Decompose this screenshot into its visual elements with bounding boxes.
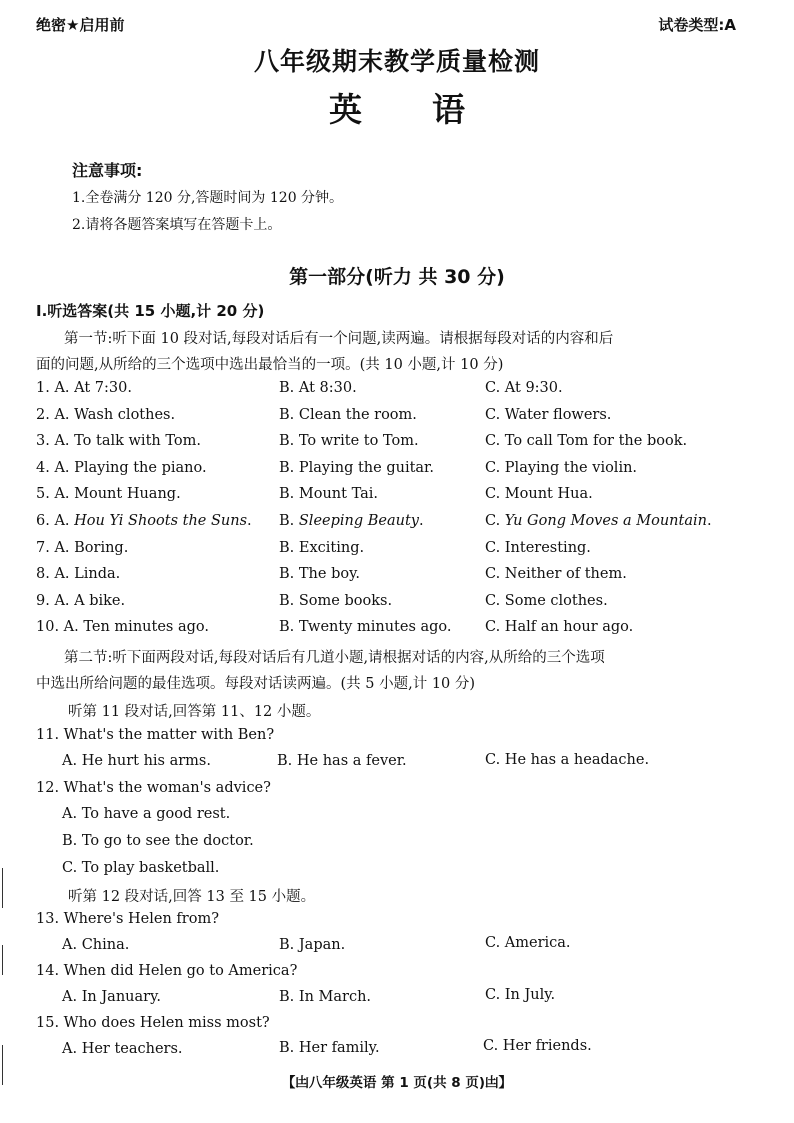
scan-edge-line xyxy=(2,1045,3,1085)
option-a: 1. A. At 7:30. xyxy=(36,380,132,396)
option-a: A. He hurt his arms. xyxy=(62,753,211,769)
option-b: B. Mount Tai. xyxy=(279,486,379,502)
option-c: C. To call Tom for the book. xyxy=(485,433,688,449)
subject-title: 英语 xyxy=(329,90,535,129)
option-b: B. The boy. xyxy=(279,566,360,582)
section-title: Ⅰ.听选答案(共 15 小题,计 20 分) xyxy=(36,302,265,320)
option-c: C. He has a headache. xyxy=(485,752,650,768)
option-b: B. Twenty minutes ago. xyxy=(279,619,452,635)
option-c: C. In July. xyxy=(485,987,556,1003)
option-b: B. Some books. xyxy=(279,593,393,609)
option-b: B. Exciting. xyxy=(279,540,365,556)
question-stem: 15. Who does Helen miss most? xyxy=(36,1015,270,1031)
notice-item: 1.全卷满分 120 分,答题时间为 120 分钟。 xyxy=(72,190,344,206)
option-a: 7. A. Boring. xyxy=(36,540,129,556)
option-a: A. China. xyxy=(62,937,130,953)
option-c: C. Some clothes. xyxy=(485,593,608,609)
section1-instruction: 第一节:听下面 10 段对话,每段对话后有一个问题,读两遍。请根据每段对话的内容和后 xyxy=(64,331,614,347)
option-b: B. Her family. xyxy=(279,1040,380,1056)
option-b: B. He has a fever. xyxy=(277,753,407,769)
option-a: 5. A. Mount Huang. xyxy=(36,486,181,502)
confidential-mark: 绝密★启用前 xyxy=(36,16,125,34)
option-b xyxy=(279,513,424,529)
story-title: Sleeping Beauty xyxy=(298,513,419,529)
option-c: C. To play basketball. xyxy=(62,860,220,876)
option-c: C. Neither of them. xyxy=(485,566,627,582)
question-stem: 12. What's the woman's advice? xyxy=(36,780,271,796)
option-a: 9. A. A bike. xyxy=(36,593,126,609)
option-prefix: C. xyxy=(485,513,505,529)
exam-title: 八年级期末教学质量检测 xyxy=(253,47,540,76)
paper-type: 试卷类型:A xyxy=(658,16,736,34)
section1-instruction-cont: 面的问题,从所给的三个选项中选出最恰当的一项。(共 10 小题,计 10 分) xyxy=(36,357,504,373)
scan-edge-line xyxy=(2,868,3,908)
story-title: Hou Yi Shoots the Suns xyxy=(74,513,248,529)
page-footer: 【凷八年级英语 第 1 页(共 8 页)凷】 xyxy=(281,1075,513,1091)
option-c: C. Water flowers. xyxy=(485,407,612,423)
option-a: 2. A. Wash clothes. xyxy=(36,407,176,423)
option-c: C. Half an hour ago. xyxy=(485,619,634,635)
option-suffix: . xyxy=(706,513,712,529)
option-suffix: . xyxy=(247,513,252,529)
option-c: C. Interesting. xyxy=(485,540,591,556)
option-c: C. At 9:30. xyxy=(485,380,563,396)
option-b: B. Japan. xyxy=(279,937,346,953)
question-stem: 11. What's the matter with Ben? xyxy=(36,727,275,743)
option-b: B. Clean the room. xyxy=(279,407,417,423)
option-a: 3. A. To talk with Tom. xyxy=(36,433,201,449)
option-prefix: B. xyxy=(279,513,299,529)
option-suffix: . xyxy=(419,513,424,529)
option-b: B. To go to see the doctor. xyxy=(62,833,254,849)
story-title: Yu Gong Moves a Mountain xyxy=(504,513,707,529)
option-b: B. Playing the guitar. xyxy=(279,460,435,476)
option-b: B. In March. xyxy=(279,989,372,1005)
option-a: A. In January. xyxy=(62,989,161,1005)
dialog-instruction: 听第 11 段对话,回答第 11、12 小题。 xyxy=(68,704,321,720)
option-c xyxy=(485,513,712,529)
option-a: 8. A. Linda. xyxy=(36,566,121,582)
dialog-instruction: 听第 12 段对话,回答 13 至 15 小题。 xyxy=(68,889,316,905)
section2-instruction-cont: 中选出所给问题的最佳选项。每段对话读两遍。(共 5 小题,计 10 分) xyxy=(36,676,476,692)
notice-item: 2.请将各题答案填写在答题卡上。 xyxy=(72,217,282,233)
option-a xyxy=(36,513,252,529)
part-title: 第一部分(听力 共 30 分) xyxy=(289,266,505,288)
option-a: 4. A. Playing the piano. xyxy=(36,460,207,476)
option-c: C. Playing the violin. xyxy=(485,460,638,476)
scan-edge-line xyxy=(2,945,3,975)
option-c: C. Mount Hua. xyxy=(485,486,593,502)
section2-instruction: 第二节:听下面两段对话,每段对话后有几道小题,请根据对话的内容,从所给的三个选项 xyxy=(64,650,605,666)
option-a: 10. A. Ten minutes ago. xyxy=(36,619,209,635)
option-c: C. Her friends. xyxy=(483,1038,592,1054)
question-stem: 14. When did Helen go to America? xyxy=(36,963,298,979)
option-a: A. Her teachers. xyxy=(62,1041,183,1057)
option-b: B. At 8:30. xyxy=(279,380,357,396)
option-a: A. To have a good rest. xyxy=(62,806,231,822)
option-b: B. To write to Tom. xyxy=(279,433,419,449)
notice-heading: 注意事项: xyxy=(72,161,143,180)
option-c: C. America. xyxy=(485,935,571,951)
question-stem: 13. Where's Helen from? xyxy=(36,911,219,927)
option-prefix: 6. A. xyxy=(36,513,75,529)
